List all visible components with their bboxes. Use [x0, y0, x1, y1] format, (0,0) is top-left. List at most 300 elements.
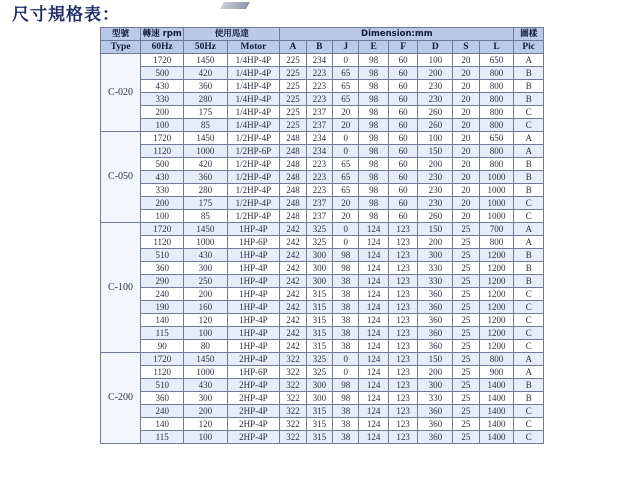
dim-b-cell: 315 [306, 340, 332, 353]
dim-b-cell: 315 [306, 418, 332, 431]
header-row-2 [101, 41, 544, 54]
dim-b-cell: 223 [306, 184, 332, 197]
dim-a-cell: 225 [280, 67, 306, 80]
rpm-60hz-cell: 240 [141, 405, 184, 418]
dim-d-cell: 360 [418, 405, 453, 418]
rpm-60hz-cell: 200 [141, 106, 184, 119]
dim-b-cell: 325 [306, 236, 332, 249]
dim-d-cell: 200 [418, 366, 453, 379]
dim-e-cell: 98 [359, 106, 389, 119]
motor-cell: 1/4HP-4P [227, 119, 280, 132]
dim-b-cell: 300 [306, 379, 332, 392]
dim-f-cell: 123 [388, 366, 418, 379]
pic-cell: B [514, 67, 544, 80]
motor-cell: 2HP-4P [227, 353, 280, 366]
dim-a-cell: 242 [280, 314, 306, 327]
dim-s-cell: 25 [453, 262, 479, 275]
dim-b-cell: 234 [306, 145, 332, 158]
rpm-60hz-cell: 1120 [141, 145, 184, 158]
dim-l-cell: 1400 [479, 418, 514, 431]
motor-cell: 1/4HP-4P [227, 106, 280, 119]
dim-j-cell: 38 [333, 314, 359, 327]
dim-e-cell: 124 [359, 314, 389, 327]
pic-cell: C [514, 431, 544, 444]
dim-l-cell: 1200 [479, 327, 514, 340]
dim-f-cell: 60 [388, 119, 418, 132]
motor-cell: 1/2HP-4P [227, 171, 280, 184]
dim-s-cell: 25 [453, 405, 479, 418]
dim-f-cell: 60 [388, 171, 418, 184]
rpm-50hz-cell: 120 [184, 418, 227, 431]
rpm-50hz-cell: 100 [184, 431, 227, 444]
dim-s-cell: 20 [453, 106, 479, 119]
dim-d-cell: 330 [418, 275, 453, 288]
header-col-60hz: 60Hz [141, 41, 184, 54]
pic-cell: B [514, 249, 544, 262]
dim-e-cell: 124 [359, 288, 389, 301]
dim-f-cell: 123 [388, 327, 418, 340]
pic-cell: A [514, 353, 544, 366]
dim-f-cell: 123 [388, 392, 418, 405]
dim-b-cell: 223 [306, 80, 332, 93]
dim-b-cell: 223 [306, 93, 332, 106]
motor-cell: 1HP-6P [227, 236, 280, 249]
dim-e-cell: 124 [359, 262, 389, 275]
dim-l-cell: 800 [479, 353, 514, 366]
dim-l-cell: 800 [479, 145, 514, 158]
dim-j-cell: 20 [333, 119, 359, 132]
dim-e-cell: 124 [359, 223, 389, 236]
pic-cell: C [514, 106, 544, 119]
rpm-50hz-cell: 420 [184, 67, 227, 80]
table-row [101, 314, 544, 327]
dim-a-cell: 322 [280, 405, 306, 418]
motor-cell: 1HP-4P [227, 262, 280, 275]
dim-a-cell: 248 [280, 184, 306, 197]
table-row [101, 197, 544, 210]
dim-f-cell: 123 [388, 379, 418, 392]
rpm-50hz-cell: 300 [184, 392, 227, 405]
rpm-60hz-cell: 140 [141, 314, 184, 327]
dim-b-cell: 325 [306, 366, 332, 379]
dim-b-cell: 234 [306, 54, 332, 67]
dim-e-cell: 124 [359, 301, 389, 314]
dim-s-cell: 20 [453, 80, 479, 93]
dim-e-cell: 124 [359, 353, 389, 366]
table-row [101, 119, 544, 132]
dim-d-cell: 360 [418, 431, 453, 444]
rpm-60hz-cell: 115 [141, 327, 184, 340]
table-row [101, 353, 544, 366]
table-row [101, 327, 544, 340]
dim-l-cell: 1200 [479, 340, 514, 353]
pic-cell: A [514, 145, 544, 158]
dim-l-cell: 900 [479, 366, 514, 379]
dim-l-cell: 800 [479, 236, 514, 249]
dim-s-cell: 25 [453, 327, 479, 340]
table-row [101, 392, 544, 405]
dim-j-cell: 0 [333, 353, 359, 366]
type-cell: C-200 [101, 353, 141, 444]
motor-cell: 1HP-4P [227, 327, 280, 340]
dim-j-cell: 38 [333, 327, 359, 340]
pic-cell: B [514, 379, 544, 392]
dim-j-cell: 0 [333, 223, 359, 236]
dim-j-cell: 98 [333, 379, 359, 392]
dim-j-cell: 98 [333, 392, 359, 405]
motor-cell: 1/2HP-4P [227, 184, 280, 197]
dim-d-cell: 230 [418, 80, 453, 93]
table-row [101, 93, 544, 106]
dim-a-cell: 225 [280, 119, 306, 132]
dim-j-cell: 0 [333, 145, 359, 158]
dim-e-cell: 98 [359, 80, 389, 93]
table-row [101, 379, 544, 392]
motor-cell: 1HP-4P [227, 275, 280, 288]
dim-f-cell: 60 [388, 93, 418, 106]
pic-cell: A [514, 132, 544, 145]
dim-a-cell: 248 [280, 210, 306, 223]
dim-a-cell: 242 [280, 288, 306, 301]
dim-j-cell: 65 [333, 184, 359, 197]
pic-cell: C [514, 405, 544, 418]
dim-a-cell: 225 [280, 106, 306, 119]
table-row [101, 171, 544, 184]
header-col-50hz: 50Hz [184, 41, 227, 54]
motor-cell: 1/2HP-4P [227, 132, 280, 145]
rpm-60hz-cell: 430 [141, 171, 184, 184]
dim-l-cell: 800 [479, 80, 514, 93]
dim-s-cell: 20 [453, 145, 479, 158]
dim-f-cell: 60 [388, 145, 418, 158]
pic-cell: C [514, 288, 544, 301]
dim-f-cell: 60 [388, 184, 418, 197]
dim-b-cell: 300 [306, 249, 332, 262]
dim-a-cell: 248 [280, 197, 306, 210]
dim-d-cell: 230 [418, 171, 453, 184]
dim-s-cell: 25 [453, 340, 479, 353]
dim-a-cell: 242 [280, 236, 306, 249]
dim-s-cell: 25 [453, 275, 479, 288]
table-row [101, 67, 544, 80]
dim-l-cell: 1000 [479, 210, 514, 223]
table-row [101, 236, 544, 249]
dim-s-cell: 25 [453, 366, 479, 379]
rpm-60hz-cell: 100 [141, 210, 184, 223]
dim-e-cell: 98 [359, 145, 389, 158]
dim-e-cell: 124 [359, 379, 389, 392]
dim-b-cell: 223 [306, 67, 332, 80]
dim-f-cell: 123 [388, 223, 418, 236]
dim-l-cell: 1200 [479, 275, 514, 288]
pic-cell: B [514, 275, 544, 288]
dim-f-cell: 60 [388, 80, 418, 93]
dim-d-cell: 150 [418, 353, 453, 366]
dim-f-cell: 123 [388, 340, 418, 353]
table-row [101, 262, 544, 275]
header-col-pic: Pic [514, 41, 544, 54]
dim-l-cell: 1200 [479, 288, 514, 301]
dim-d-cell: 360 [418, 327, 453, 340]
rpm-50hz-cell: 1450 [184, 353, 227, 366]
dim-b-cell: 315 [306, 288, 332, 301]
dim-e-cell: 124 [359, 275, 389, 288]
dim-e-cell: 98 [359, 54, 389, 67]
motor-cell: 2HP-4P [227, 405, 280, 418]
dim-s-cell: 25 [453, 418, 479, 431]
rpm-50hz-cell: 280 [184, 184, 227, 197]
dim-f-cell: 60 [388, 106, 418, 119]
dim-j-cell: 38 [333, 275, 359, 288]
rpm-50hz-cell: 200 [184, 405, 227, 418]
pic-cell: C [514, 197, 544, 210]
dim-f-cell: 123 [388, 236, 418, 249]
table-row [101, 106, 544, 119]
dim-s-cell: 25 [453, 249, 479, 262]
rpm-50hz-cell: 420 [184, 158, 227, 171]
table-row [101, 132, 544, 145]
dim-l-cell: 650 [479, 132, 514, 145]
dim-a-cell: 242 [280, 301, 306, 314]
table-row [101, 158, 544, 171]
dim-l-cell: 800 [479, 119, 514, 132]
dim-b-cell: 300 [306, 262, 332, 275]
dim-j-cell: 38 [333, 405, 359, 418]
header-type: 型號 [101, 28, 141, 41]
pic-cell: A [514, 366, 544, 379]
dim-s-cell: 25 [453, 236, 479, 249]
dim-j-cell: 98 [333, 249, 359, 262]
dim-s-cell: 20 [453, 132, 479, 145]
motor-cell: 1/2HP-4P [227, 197, 280, 210]
dim-d-cell: 330 [418, 262, 453, 275]
dim-j-cell: 0 [333, 54, 359, 67]
dim-b-cell: 315 [306, 301, 332, 314]
dim-j-cell: 0 [333, 236, 359, 249]
dim-s-cell: 20 [453, 93, 479, 106]
dim-j-cell: 65 [333, 158, 359, 171]
table-row [101, 54, 544, 67]
dim-j-cell: 0 [333, 132, 359, 145]
dim-e-cell: 98 [359, 132, 389, 145]
rpm-60hz-cell: 430 [141, 80, 184, 93]
dim-e-cell: 124 [359, 340, 389, 353]
header-col-d: D [418, 41, 453, 54]
dim-b-cell: 237 [306, 197, 332, 210]
dim-l-cell: 1000 [479, 171, 514, 184]
rpm-50hz-cell: 360 [184, 80, 227, 93]
table-row [101, 301, 544, 314]
motor-cell: 1HP-4P [227, 249, 280, 262]
dim-f-cell: 123 [388, 249, 418, 262]
header-col-motor: Motor [227, 41, 280, 54]
rpm-50hz-cell: 1000 [184, 236, 227, 249]
dim-l-cell: 1400 [479, 392, 514, 405]
dim-j-cell: 20 [333, 197, 359, 210]
dim-d-cell: 360 [418, 301, 453, 314]
dim-b-cell: 315 [306, 327, 332, 340]
dim-a-cell: 242 [280, 223, 306, 236]
dim-s-cell: 25 [453, 379, 479, 392]
dim-e-cell: 124 [359, 418, 389, 431]
dim-b-cell: 300 [306, 392, 332, 405]
dim-d-cell: 200 [418, 67, 453, 80]
dim-j-cell: 38 [333, 340, 359, 353]
header-motor-zh: 使用馬達 [184, 28, 280, 41]
rpm-60hz-cell: 1720 [141, 223, 184, 236]
dim-f-cell: 60 [388, 158, 418, 171]
pic-cell: B [514, 171, 544, 184]
rpm-60hz-cell: 100 [141, 119, 184, 132]
dim-a-cell: 225 [280, 54, 306, 67]
dim-s-cell: 20 [453, 158, 479, 171]
rpm-60hz-cell: 90 [141, 340, 184, 353]
rpm-50hz-cell: 120 [184, 314, 227, 327]
dim-l-cell: 1000 [479, 184, 514, 197]
rpm-60hz-cell: 330 [141, 93, 184, 106]
rpm-60hz-cell: 330 [141, 184, 184, 197]
motor-cell: 1/4HP-4P [227, 80, 280, 93]
dim-d-cell: 230 [418, 184, 453, 197]
pic-cell: B [514, 262, 544, 275]
dim-l-cell: 1200 [479, 262, 514, 275]
dim-d-cell: 230 [418, 93, 453, 106]
rpm-50hz-cell: 175 [184, 197, 227, 210]
table-row [101, 340, 544, 353]
rpm-60hz-cell: 290 [141, 275, 184, 288]
table-row [101, 80, 544, 93]
pic-cell: B [514, 184, 544, 197]
spec-table [100, 27, 544, 444]
table-row [101, 145, 544, 158]
decorative-mark [220, 2, 250, 9]
motor-cell: 1HP-6P [227, 366, 280, 379]
table-row [101, 249, 544, 262]
dim-j-cell: 65 [333, 93, 359, 106]
dim-d-cell: 260 [418, 106, 453, 119]
rpm-60hz-cell: 1120 [141, 366, 184, 379]
header-col-l: L [479, 41, 514, 54]
pic-cell: C [514, 327, 544, 340]
rpm-60hz-cell: 140 [141, 418, 184, 431]
dim-f-cell: 123 [388, 288, 418, 301]
rpm-50hz-cell: 1450 [184, 132, 227, 145]
rpm-60hz-cell: 1720 [141, 132, 184, 145]
motor-cell: 1HP-4P [227, 288, 280, 301]
pic-cell: B [514, 158, 544, 171]
dim-a-cell: 242 [280, 262, 306, 275]
dim-d-cell: 230 [418, 197, 453, 210]
rpm-60hz-cell: 510 [141, 379, 184, 392]
dim-s-cell: 25 [453, 392, 479, 405]
dim-e-cell: 98 [359, 210, 389, 223]
rpm-50hz-cell: 100 [184, 327, 227, 340]
type-cell: C-100 [101, 223, 141, 353]
rpm-50hz-cell: 1000 [184, 366, 227, 379]
dim-j-cell: 20 [333, 210, 359, 223]
dim-e-cell: 124 [359, 392, 389, 405]
dim-j-cell: 38 [333, 418, 359, 431]
dim-f-cell: 123 [388, 275, 418, 288]
table-row [101, 418, 544, 431]
header-col-a: A [280, 41, 306, 54]
spec-table-body [101, 54, 544, 444]
rpm-60hz-cell: 1120 [141, 236, 184, 249]
rpm-50hz-cell: 1450 [184, 54, 227, 67]
dim-b-cell: 300 [306, 275, 332, 288]
dim-s-cell: 20 [453, 67, 479, 80]
motor-cell: 1/2HP-4P [227, 158, 280, 171]
rpm-60hz-cell: 115 [141, 431, 184, 444]
motor-cell: 1/4HP-4P [227, 67, 280, 80]
dim-d-cell: 360 [418, 314, 453, 327]
table-row [101, 288, 544, 301]
dim-s-cell: 20 [453, 119, 479, 132]
motor-cell: 1HP-4P [227, 340, 280, 353]
dim-f-cell: 123 [388, 405, 418, 418]
dim-d-cell: 200 [418, 158, 453, 171]
rpm-60hz-cell: 240 [141, 288, 184, 301]
header-dimension: Dimension:mm [280, 28, 514, 41]
dim-a-cell: 248 [280, 145, 306, 158]
dim-s-cell: 20 [453, 210, 479, 223]
motor-cell: 2HP-4P [227, 379, 280, 392]
dim-l-cell: 1400 [479, 431, 514, 444]
motor-cell: 1/4HP-4P [227, 54, 280, 67]
dim-j-cell: 65 [333, 67, 359, 80]
pic-cell: A [514, 236, 544, 249]
rpm-60hz-cell: 500 [141, 67, 184, 80]
table-row [101, 275, 544, 288]
dim-l-cell: 1200 [479, 314, 514, 327]
rpm-50hz-cell: 1000 [184, 145, 227, 158]
table-row [101, 210, 544, 223]
dim-j-cell: 65 [333, 80, 359, 93]
dim-j-cell: 0 [333, 366, 359, 379]
rpm-50hz-cell: 250 [184, 275, 227, 288]
dim-e-cell: 124 [359, 366, 389, 379]
dim-a-cell: 248 [280, 158, 306, 171]
dim-d-cell: 150 [418, 145, 453, 158]
table-row [101, 431, 544, 444]
pic-cell: A [514, 54, 544, 67]
dim-e-cell: 124 [359, 431, 389, 444]
table-row [101, 405, 544, 418]
dim-a-cell: 242 [280, 275, 306, 288]
dim-a-cell: 248 [280, 132, 306, 145]
dim-a-cell: 322 [280, 366, 306, 379]
motor-cell: 1HP-4P [227, 314, 280, 327]
page-title: 尺寸規格表： [12, 5, 120, 25]
rpm-60hz-cell: 200 [141, 197, 184, 210]
dim-a-cell: 322 [280, 353, 306, 366]
header-col-b: B [306, 41, 332, 54]
dim-d-cell: 360 [418, 288, 453, 301]
dim-s-cell: 20 [453, 171, 479, 184]
rpm-50hz-cell: 360 [184, 171, 227, 184]
header-speed: 轉速 rpm [141, 28, 184, 41]
dim-b-cell: 315 [306, 431, 332, 444]
dim-j-cell: 20 [333, 106, 359, 119]
dim-j-cell: 98 [333, 262, 359, 275]
dim-e-cell: 124 [359, 405, 389, 418]
motor-cell: 2HP-4P [227, 431, 280, 444]
dim-b-cell: 234 [306, 132, 332, 145]
dim-j-cell: 38 [333, 431, 359, 444]
dim-l-cell: 1400 [479, 405, 514, 418]
header-col-e: E [359, 41, 389, 54]
dim-b-cell: 315 [306, 405, 332, 418]
